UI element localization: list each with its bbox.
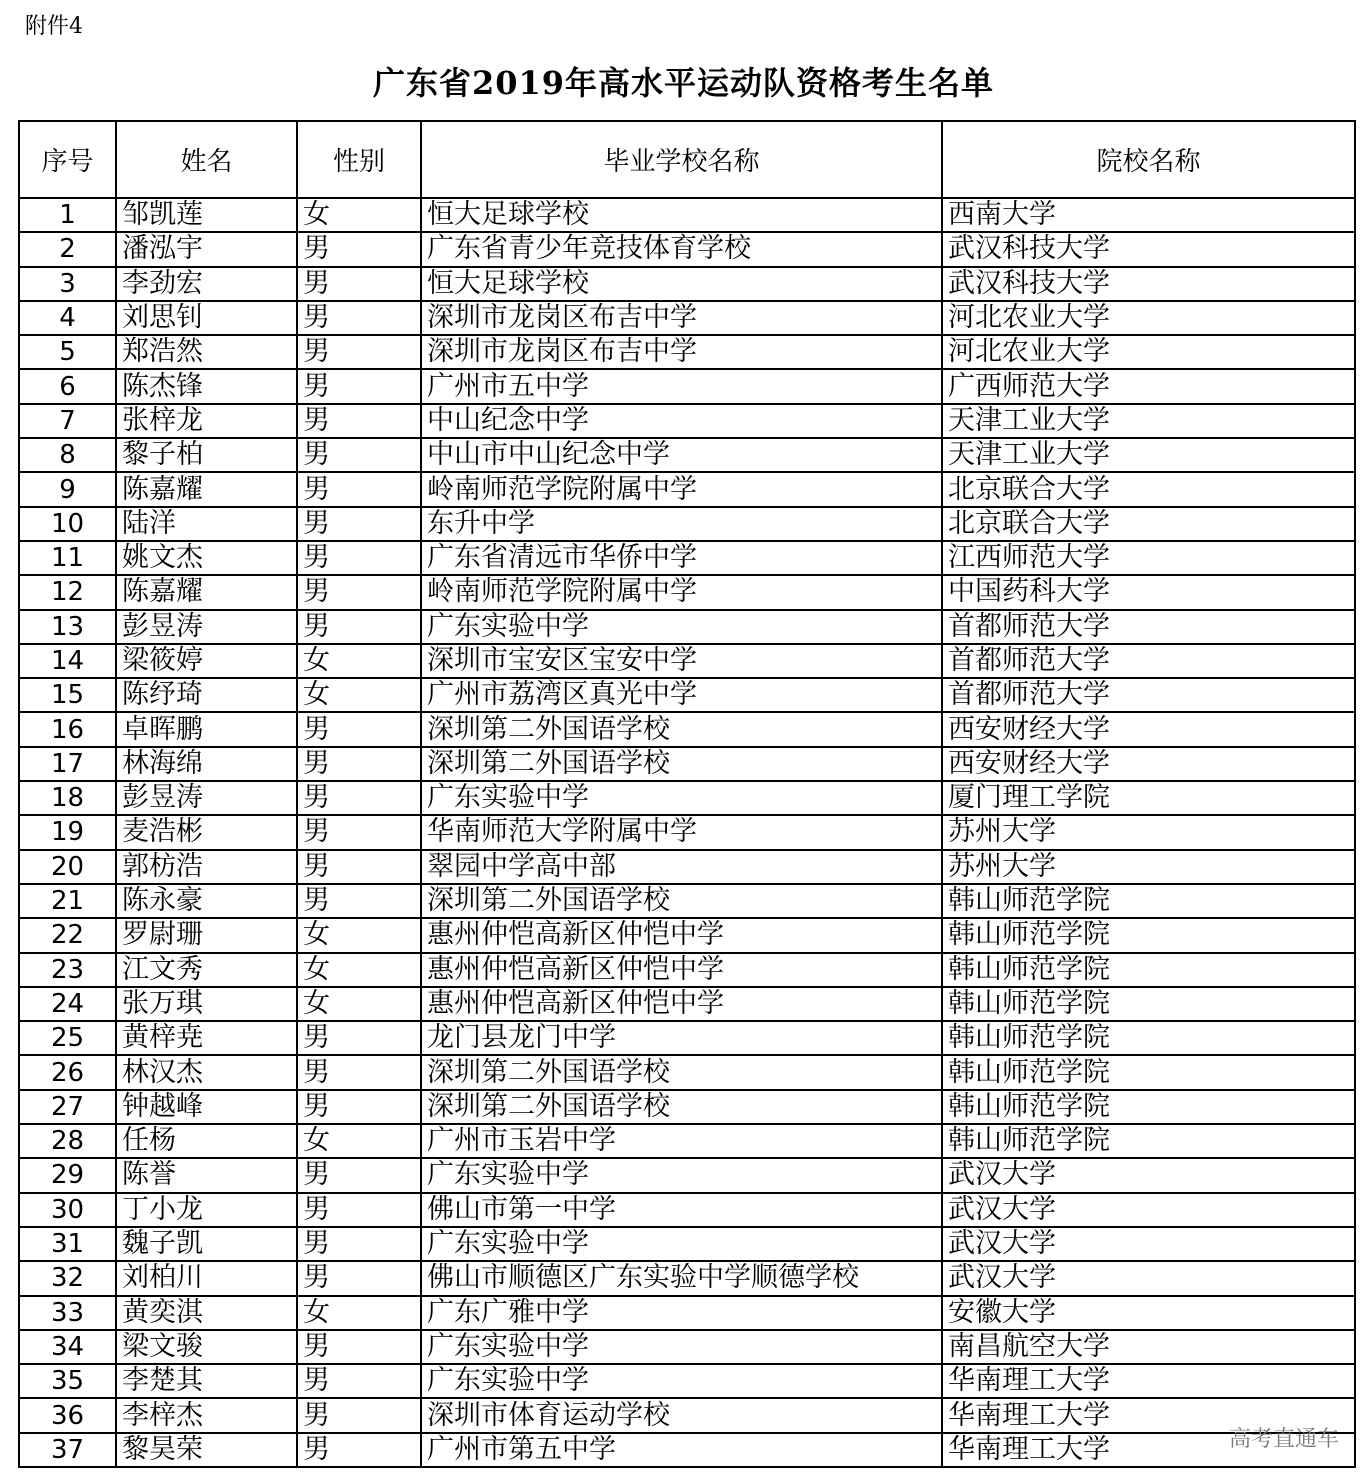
table-row bbox=[19, 644, 1355, 678]
cell-graduation-school: 广东实验中学 bbox=[421, 1330, 942, 1364]
cell-name: 黄奕淇 bbox=[116, 1296, 297, 1330]
cell-name: 陈永豪 bbox=[116, 884, 297, 918]
page-title: 广东省2019年高水平运动队资格考生名单 bbox=[372, 64, 995, 102]
cell-gender: 男 bbox=[297, 1193, 421, 1227]
cell-gender: 男 bbox=[297, 747, 421, 781]
table-row bbox=[19, 1330, 1355, 1364]
cell-university: 华南理工大学 bbox=[942, 1364, 1355, 1398]
cell-name: 黎昊荣 bbox=[116, 1433, 297, 1467]
cell-name: 梁筱婷 bbox=[116, 644, 297, 678]
cell-gender: 男 bbox=[297, 575, 421, 609]
cell-gender: 男 bbox=[297, 232, 421, 266]
table-row bbox=[19, 918, 1355, 952]
cell-name: 黎子柏 bbox=[116, 438, 297, 472]
cell-graduation-school: 佛山市第一中学 bbox=[421, 1193, 942, 1227]
table-row bbox=[19, 1227, 1355, 1261]
cell-name: 李劲宏 bbox=[116, 267, 297, 301]
cell-index: 37 bbox=[19, 1433, 116, 1467]
cell-gender: 男 bbox=[297, 1158, 421, 1192]
cell-name: 麦浩彬 bbox=[116, 815, 297, 849]
table-row bbox=[19, 1261, 1355, 1295]
cell-graduation-school: 广东实验中学 bbox=[421, 1227, 942, 1261]
header-university: 院校名称 bbox=[942, 121, 1355, 198]
cell-gender: 男 bbox=[297, 1227, 421, 1261]
cell-index: 26 bbox=[19, 1055, 116, 1089]
cell-index: 6 bbox=[19, 369, 116, 403]
cell-graduation-school: 惠州仲恺高新区仲恺中学 bbox=[421, 918, 942, 952]
cell-index: 1 bbox=[19, 198, 116, 232]
cell-index: 34 bbox=[19, 1330, 116, 1364]
table-row bbox=[19, 507, 1355, 541]
cell-index: 31 bbox=[19, 1227, 116, 1261]
cell-graduation-school: 广东广雅中学 bbox=[421, 1296, 942, 1330]
table-header-row bbox=[19, 121, 1355, 198]
cell-index: 25 bbox=[19, 1021, 116, 1055]
header-graduation-school: 毕业学校名称 bbox=[421, 121, 942, 198]
cell-index: 7 bbox=[19, 404, 116, 438]
table-row bbox=[19, 1364, 1355, 1398]
cell-university: 韩山师范学院 bbox=[942, 1021, 1355, 1055]
cell-university: 安徽大学 bbox=[942, 1296, 1355, 1330]
cell-university: 中国药科大学 bbox=[942, 575, 1355, 609]
table-row bbox=[19, 781, 1355, 815]
cell-university: 首都师范大学 bbox=[942, 610, 1355, 644]
cell-university: 韩山师范学院 bbox=[942, 1055, 1355, 1089]
table-body bbox=[19, 198, 1355, 1467]
cell-graduation-school: 龙门县龙门中学 bbox=[421, 1021, 942, 1055]
header-name: 姓名 bbox=[116, 121, 297, 198]
table-row bbox=[19, 369, 1355, 403]
cell-name: 郭枋浩 bbox=[116, 850, 297, 884]
table-row bbox=[19, 987, 1355, 1021]
cell-index: 18 bbox=[19, 781, 116, 815]
cell-gender: 女 bbox=[297, 953, 421, 987]
cell-index: 24 bbox=[19, 987, 116, 1021]
table-row bbox=[19, 404, 1355, 438]
table-row bbox=[19, 472, 1355, 506]
cell-name: 林海绵 bbox=[116, 747, 297, 781]
watermark: 高考直通车 bbox=[1228, 1427, 1339, 1452]
table-row bbox=[19, 1021, 1355, 1055]
cell-graduation-school: 深圳市龙岗区布吉中学 bbox=[421, 335, 942, 369]
cell-graduation-school: 广东实验中学 bbox=[421, 1158, 942, 1192]
cell-gender: 女 bbox=[297, 987, 421, 1021]
table-row bbox=[19, 301, 1355, 335]
cell-university: 西南大学 bbox=[942, 198, 1355, 232]
cell-gender: 女 bbox=[297, 644, 421, 678]
table-row bbox=[19, 884, 1355, 918]
cell-gender: 男 bbox=[297, 815, 421, 849]
table-row bbox=[19, 850, 1355, 884]
cell-name: 彭昱涛 bbox=[116, 781, 297, 815]
table-row bbox=[19, 1158, 1355, 1192]
cell-gender: 男 bbox=[297, 1090, 421, 1124]
cell-gender: 男 bbox=[297, 850, 421, 884]
cell-graduation-school: 华南师范大学附属中学 bbox=[421, 815, 942, 849]
cell-university: 韩山师范学院 bbox=[942, 1090, 1355, 1124]
cell-name: 江文秀 bbox=[116, 953, 297, 987]
cell-gender: 男 bbox=[297, 712, 421, 746]
header-index: 序号 bbox=[19, 121, 116, 198]
cell-university: 西安财经大学 bbox=[942, 712, 1355, 746]
cell-university: 华南理工大学 bbox=[942, 1433, 1355, 1467]
cell-gender: 女 bbox=[297, 918, 421, 952]
cell-university: 首都师范大学 bbox=[942, 678, 1355, 712]
cell-gender: 男 bbox=[297, 438, 421, 472]
cell-university: 天津工业大学 bbox=[942, 438, 1355, 472]
cell-gender: 男 bbox=[297, 1055, 421, 1089]
cell-gender: 男 bbox=[297, 884, 421, 918]
cell-name: 刘柏川 bbox=[116, 1261, 297, 1295]
table-row bbox=[19, 1296, 1355, 1330]
cell-index: 8 bbox=[19, 438, 116, 472]
cell-name: 姚文杰 bbox=[116, 541, 297, 575]
cell-university: 武汉大学 bbox=[942, 1261, 1355, 1295]
table-row bbox=[19, 1398, 1355, 1432]
cell-university: 华南理工大学 bbox=[942, 1398, 1355, 1432]
cell-gender: 男 bbox=[297, 301, 421, 335]
cell-graduation-school: 惠州仲恺高新区仲恺中学 bbox=[421, 987, 942, 1021]
cell-university: 武汉大学 bbox=[942, 1227, 1355, 1261]
cell-graduation-school: 广东实验中学 bbox=[421, 1364, 942, 1398]
cell-index: 10 bbox=[19, 507, 116, 541]
cell-index: 27 bbox=[19, 1090, 116, 1124]
cell-name: 罗尉珊 bbox=[116, 918, 297, 952]
cell-gender: 男 bbox=[297, 610, 421, 644]
cell-name: 郑浩然 bbox=[116, 335, 297, 369]
cell-university: 苏州大学 bbox=[942, 850, 1355, 884]
cell-index: 12 bbox=[19, 575, 116, 609]
cell-graduation-school: 广东实验中学 bbox=[421, 781, 942, 815]
cell-name: 李楚其 bbox=[116, 1364, 297, 1398]
cell-graduation-school: 岭南师范学院附属中学 bbox=[421, 472, 942, 506]
cell-name: 陈杰锋 bbox=[116, 369, 297, 403]
table-row bbox=[19, 438, 1355, 472]
cell-university: 韩山师范学院 bbox=[942, 987, 1355, 1021]
cell-university: 韩山师范学院 bbox=[942, 1124, 1355, 1158]
cell-university: 武汉大学 bbox=[942, 1193, 1355, 1227]
cell-graduation-school: 惠州仲恺高新区仲恺中学 bbox=[421, 953, 942, 987]
cell-university: 韩山师范学院 bbox=[942, 953, 1355, 987]
cell-graduation-school: 广州市第五中学 bbox=[421, 1433, 942, 1467]
cell-index: 11 bbox=[19, 541, 116, 575]
cell-name: 任杨 bbox=[116, 1124, 297, 1158]
table-row bbox=[19, 1090, 1355, 1124]
table-row bbox=[19, 267, 1355, 301]
cell-index: 3 bbox=[19, 267, 116, 301]
cell-index: 36 bbox=[19, 1398, 116, 1432]
table-row bbox=[19, 610, 1355, 644]
cell-index: 23 bbox=[19, 953, 116, 987]
cell-gender: 男 bbox=[297, 335, 421, 369]
table-row bbox=[19, 232, 1355, 266]
table-row bbox=[19, 1433, 1355, 1467]
cell-university: 苏州大学 bbox=[942, 815, 1355, 849]
cell-gender: 男 bbox=[297, 472, 421, 506]
cell-gender: 女 bbox=[297, 678, 421, 712]
table-row bbox=[19, 1193, 1355, 1227]
cell-gender: 女 bbox=[297, 198, 421, 232]
cell-index: 21 bbox=[19, 884, 116, 918]
cell-gender: 男 bbox=[297, 267, 421, 301]
cell-index: 5 bbox=[19, 335, 116, 369]
cell-graduation-school: 深圳市龙岗区布吉中学 bbox=[421, 301, 942, 335]
cell-gender: 女 bbox=[297, 1296, 421, 1330]
table-row bbox=[19, 1124, 1355, 1158]
cell-name: 张万琪 bbox=[116, 987, 297, 1021]
cell-index: 13 bbox=[19, 610, 116, 644]
cell-graduation-school: 中山市中山纪念中学 bbox=[421, 438, 942, 472]
cell-gender: 男 bbox=[297, 404, 421, 438]
cell-gender: 男 bbox=[297, 507, 421, 541]
cell-name: 陆洋 bbox=[116, 507, 297, 541]
cell-name: 张梓龙 bbox=[116, 404, 297, 438]
cell-university: 韩山师范学院 bbox=[942, 884, 1355, 918]
cell-graduation-school: 深圳第二外国语学校 bbox=[421, 1090, 942, 1124]
attachment-label: 附件4 bbox=[25, 14, 83, 39]
cell-graduation-school: 岭南师范学院附属中学 bbox=[421, 575, 942, 609]
table-row bbox=[19, 541, 1355, 575]
cell-index: 17 bbox=[19, 747, 116, 781]
cell-university: 广西师范大学 bbox=[942, 369, 1355, 403]
cell-graduation-school: 恒大足球学校 bbox=[421, 267, 942, 301]
table-row bbox=[19, 575, 1355, 609]
cell-graduation-school: 深圳第二外国语学校 bbox=[421, 712, 942, 746]
cell-index: 4 bbox=[19, 301, 116, 335]
cell-name: 丁小龙 bbox=[116, 1193, 297, 1227]
cell-graduation-school: 深圳第二外国语学校 bbox=[421, 884, 942, 918]
cell-name: 陈嘉耀 bbox=[116, 575, 297, 609]
cell-graduation-school: 广州市五中学 bbox=[421, 369, 942, 403]
cell-index: 33 bbox=[19, 1296, 116, 1330]
cell-graduation-school: 深圳市体育运动学校 bbox=[421, 1398, 942, 1432]
cell-gender: 男 bbox=[297, 1398, 421, 1432]
cell-gender: 男 bbox=[297, 1364, 421, 1398]
cell-name: 陈纾琦 bbox=[116, 678, 297, 712]
cell-university: 韩山师范学院 bbox=[942, 918, 1355, 952]
cell-index: 35 bbox=[19, 1364, 116, 1398]
table-row bbox=[19, 815, 1355, 849]
cell-index: 29 bbox=[19, 1158, 116, 1192]
cell-name: 邹凯莲 bbox=[116, 198, 297, 232]
cell-index: 22 bbox=[19, 918, 116, 952]
cell-gender: 男 bbox=[297, 369, 421, 403]
cell-gender: 男 bbox=[297, 1433, 421, 1467]
cell-index: 28 bbox=[19, 1124, 116, 1158]
cell-name: 魏子凯 bbox=[116, 1227, 297, 1261]
table-row bbox=[19, 747, 1355, 781]
cell-university: 河北农业大学 bbox=[942, 335, 1355, 369]
cell-graduation-school: 东升中学 bbox=[421, 507, 942, 541]
cell-university: 武汉科技大学 bbox=[942, 232, 1355, 266]
cell-name: 潘泓宇 bbox=[116, 232, 297, 266]
cell-index: 2 bbox=[19, 232, 116, 266]
cell-graduation-school: 广东省青少年竞技体育学校 bbox=[421, 232, 942, 266]
cell-index: 14 bbox=[19, 644, 116, 678]
table-row bbox=[19, 1055, 1355, 1089]
cell-gender: 男 bbox=[297, 1330, 421, 1364]
cell-university: 厦门理工学院 bbox=[942, 781, 1355, 815]
cell-index: 15 bbox=[19, 678, 116, 712]
cell-graduation-school: 深圳市宝安区宝安中学 bbox=[421, 644, 942, 678]
cell-graduation-school: 广东实验中学 bbox=[421, 610, 942, 644]
table-row bbox=[19, 712, 1355, 746]
cell-index: 32 bbox=[19, 1261, 116, 1295]
cell-graduation-school: 广州市荔湾区真光中学 bbox=[421, 678, 942, 712]
cell-index: 20 bbox=[19, 850, 116, 884]
cell-graduation-school: 翠园中学高中部 bbox=[421, 850, 942, 884]
cell-index: 16 bbox=[19, 712, 116, 746]
cell-index: 30 bbox=[19, 1193, 116, 1227]
cell-name: 钟越峰 bbox=[116, 1090, 297, 1124]
cell-university: 西安财经大学 bbox=[942, 747, 1355, 781]
candidate-table bbox=[18, 120, 1356, 1468]
cell-university: 天津工业大学 bbox=[942, 404, 1355, 438]
cell-university: 江西师范大学 bbox=[942, 541, 1355, 575]
cell-graduation-school: 广东省清远市华侨中学 bbox=[421, 541, 942, 575]
cell-graduation-school: 深圳第二外国语学校 bbox=[421, 747, 942, 781]
cell-name: 李梓杰 bbox=[116, 1398, 297, 1432]
table-row bbox=[19, 335, 1355, 369]
cell-gender: 男 bbox=[297, 781, 421, 815]
table-row bbox=[19, 198, 1355, 232]
cell-university: 武汉大学 bbox=[942, 1158, 1355, 1192]
cell-name: 彭昱涛 bbox=[116, 610, 297, 644]
cell-graduation-school: 广州市玉岩中学 bbox=[421, 1124, 942, 1158]
cell-university: 河北农业大学 bbox=[942, 301, 1355, 335]
cell-graduation-school: 中山纪念中学 bbox=[421, 404, 942, 438]
cell-name: 卓晖鹏 bbox=[116, 712, 297, 746]
cell-name: 林汉杰 bbox=[116, 1055, 297, 1089]
cell-graduation-school: 佛山市顺德区广东实验中学顺德学校 bbox=[421, 1261, 942, 1295]
cell-graduation-school: 恒大足球学校 bbox=[421, 198, 942, 232]
cell-gender: 男 bbox=[297, 1261, 421, 1295]
cell-graduation-school: 深圳第二外国语学校 bbox=[421, 1055, 942, 1089]
header-gender: 性别 bbox=[297, 121, 421, 198]
cell-index: 9 bbox=[19, 472, 116, 506]
cell-name: 陈嘉耀 bbox=[116, 472, 297, 506]
cell-university: 武汉科技大学 bbox=[942, 267, 1355, 301]
cell-name: 陈誉 bbox=[116, 1158, 297, 1192]
cell-university: 南昌航空大学 bbox=[942, 1330, 1355, 1364]
cell-name: 刘思钊 bbox=[116, 301, 297, 335]
cell-gender: 女 bbox=[297, 1124, 421, 1158]
table-row bbox=[19, 953, 1355, 987]
cell-name: 梁文骏 bbox=[116, 1330, 297, 1364]
cell-gender: 男 bbox=[297, 1021, 421, 1055]
cell-university: 北京联合大学 bbox=[942, 507, 1355, 541]
cell-university: 北京联合大学 bbox=[942, 472, 1355, 506]
table-row bbox=[19, 678, 1355, 712]
cell-index: 19 bbox=[19, 815, 116, 849]
cell-university: 首都师范大学 bbox=[942, 644, 1355, 678]
cell-name: 黄梓尭 bbox=[116, 1021, 297, 1055]
cell-gender: 男 bbox=[297, 541, 421, 575]
